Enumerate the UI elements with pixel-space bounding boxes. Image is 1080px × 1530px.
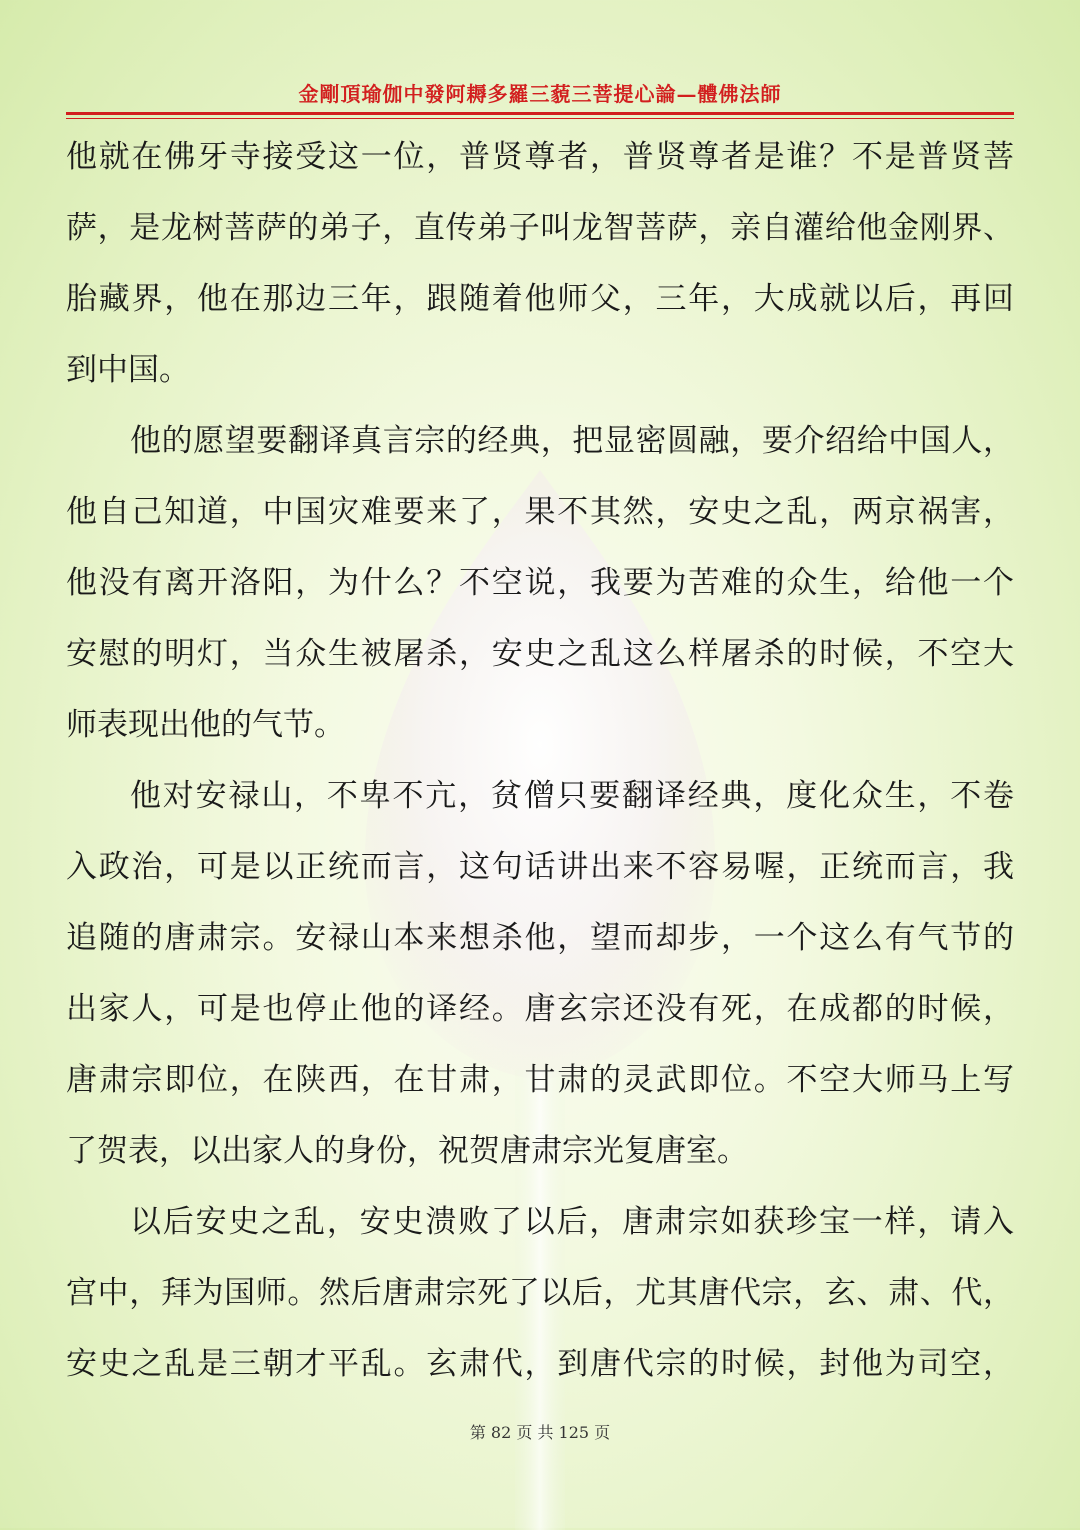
text-line: 胎藏界，他在那边三年，跟随着他师父，三年，大成就以后，再回 xyxy=(66,281,1014,317)
text-line: 他对安禄山，不卑不亢，贫僧只要翻译经典，度化众生，不卷 xyxy=(130,778,1014,814)
text-line: 入政治，可是以正统而言，这句话讲出来不容易喔，正统而言，我 xyxy=(66,849,1014,885)
text-line: 他的愿望要翻译真言宗的经典，把显密圆融，要介绍给中国人， xyxy=(130,423,1014,459)
header-rule-thin xyxy=(66,118,1014,119)
page-footer xyxy=(0,1420,1080,1443)
text-line: 唐肃宗即位，在陕西，在甘肃，甘肃的灵武即位。不空大师马上写 xyxy=(66,1062,1014,1098)
header-rule-thick xyxy=(66,112,1014,115)
text-line: 他就在佛牙寺接受这一位，普贤尊者，普贤尊者是谁？不是普贤菩 xyxy=(66,139,1014,175)
text-line: 以后安史之乱，安史溃败了以后，唐肃宗如获珍宝一样，请入 xyxy=(130,1204,1014,1240)
text-line: 师表现出他的气节。 xyxy=(66,707,345,743)
text-line: 他没有离开洛阳，为什么？不空说，我要为苦难的众生，给他一个 xyxy=(66,565,1014,601)
text-line: 安慰的明灯，当众生被屠杀，安史之乱这么样屠杀的时候，不空大 xyxy=(66,636,1014,672)
text-line: 到中国。 xyxy=(66,352,190,388)
text-line: 宫中，拜为国师。然后唐肃宗死了以后，尤其唐代宗，玄、肃、代， xyxy=(66,1275,1014,1311)
text-line: 萨，是龙树菩萨的弟子，直传弟子叫龙智菩萨，亲自灌给他金刚界、 xyxy=(66,210,1014,246)
text-line: 了贺表，以出家人的身份，祝贺唐肃宗光复唐室。 xyxy=(66,1133,748,1169)
page-number: 第 82 页 共 125 页 xyxy=(469,1423,611,1442)
text-line: 出家人，可是也停止他的译经。唐玄宗还没有死，在成都的时候， xyxy=(66,991,1014,1027)
header-title: 金剛頂瑜伽中發阿耨多羅三藐三菩提心論—體佛法師 xyxy=(298,82,782,106)
body-text xyxy=(66,122,1014,1400)
text-line: 追随的唐肃宗。安禄山本来想杀他，望而却步，一个这么有气节的 xyxy=(66,920,1014,956)
text-line: 他自己知道，中国灾难要来了，果不其然，安史之乱，两京祸害， xyxy=(66,494,1014,530)
document-header xyxy=(0,78,1080,107)
text-line: 安史之乱是三朝才平乱。玄肃代，到唐代宗的时候，封他为司空， xyxy=(66,1346,1014,1382)
